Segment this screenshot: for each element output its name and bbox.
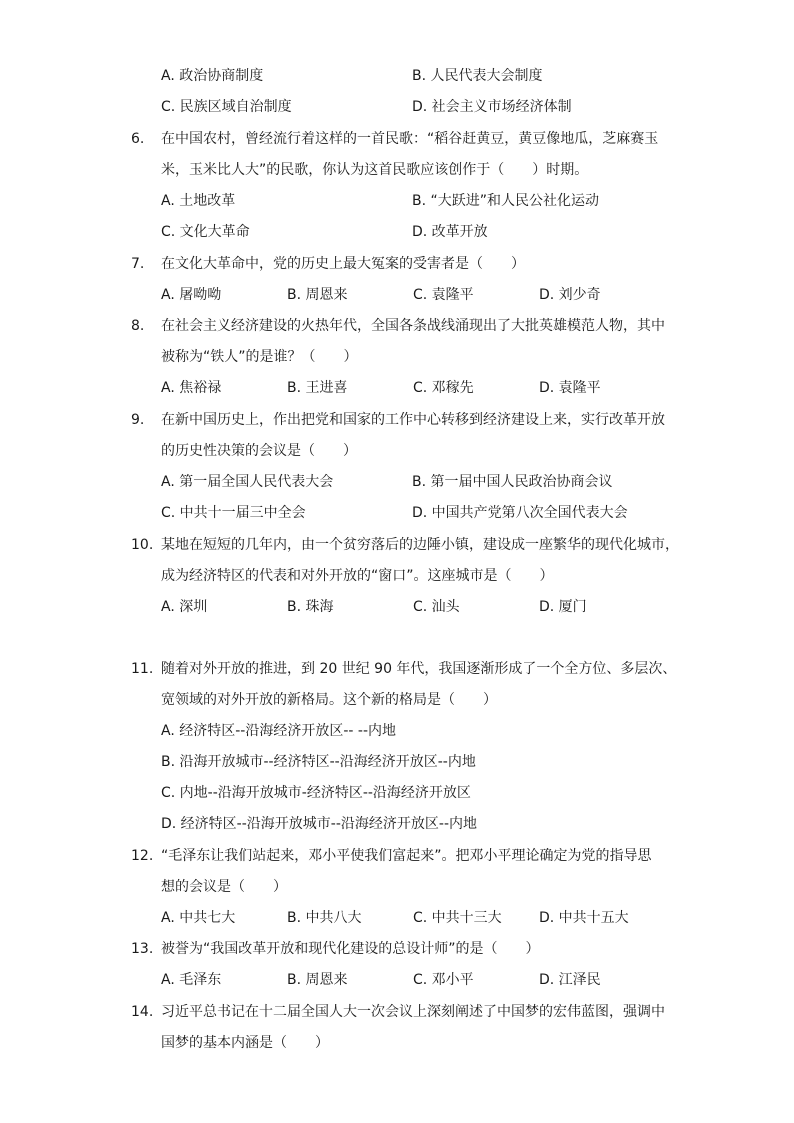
q8-text: 在社会主义经济建设的火热年代，全国各条战线涌现出了大批英雄模范人物，其中 [161,318,665,334]
q13-option-a[interactable]: A. 毛泽东 [161,972,222,988]
q8-option-c[interactable]: C. 邓稼先 [413,380,474,396]
q13-option-c[interactable]: C. 邓小平 [413,972,474,988]
q6-text: 在中国农村，曾经流行着这样的一首民歌：“稻谷赶黄豆，黄豆像地瓜，芝麻赛玉 [161,131,659,147]
q10-option-d[interactable]: D. 厦门 [539,599,587,615]
q6-option-d[interactable]: D. 改革开放 [412,224,488,240]
q11-option-b-row [0,751,794,773]
q12-options-row [0,907,794,929]
q8-options-row [0,377,794,399]
q9-text: 的历史性决策的会议是（ ） [161,443,357,459]
q10-option-a[interactable]: A. 深圳 [161,599,208,615]
q12-text: “毛泽东让我们站起来，邓小平使我们富起来”。把邓小平理论确定为党的指导思 [161,848,652,864]
q12-stem-line-2 [0,876,794,898]
q11-option-c[interactable]: C. 内地--沿海开放城市-经济特区--沿海经济开放区 [161,785,471,801]
q7-text: 在文化大革命中，党的历史上最大冤案的受害者是（ ） [161,256,525,272]
q14-text: 习近平总书记在十二届全国人大一次会议上深刻阐述了中国梦的宏伟蓝图，强调中 [161,1004,665,1020]
q13-options-row [0,969,794,991]
q9-option-c[interactable]: C. 中共十一届三中全会 [161,505,306,521]
q9-stem-line-1 [0,409,794,431]
q6-options-row-2 [0,221,794,243]
q7-option-d[interactable]: D. 刘少奇 [539,287,601,303]
q9-options-row-1 [0,471,794,493]
q14-stem-line-2 [0,1032,794,1054]
q11-stem-line-2 [0,689,794,711]
q12-stem-line-1 [0,845,794,867]
q6-stem-line-1 [0,128,794,150]
q7-number: 7. [131,256,145,272]
q11-stem-line-1 [0,658,794,680]
q11-option-b[interactable]: B. 沿海开放城市--经济特区--沿海经济开放区--内地 [161,754,476,770]
q6-option-b[interactable]: B. “大跃进”和人民公社化运动 [412,193,600,209]
q10-text: 某地在短短的几年内，由一个贫穷落后的边陲小镇，建设成一座繁华的现代化城市， [161,537,679,553]
q7-options-row [0,284,794,306]
q9-option-b[interactable]: B. 第一届中国人民政治协商会议 [412,474,613,490]
q11-option-c-row [0,782,794,804]
q8-option-a[interactable]: A. 焦裕禄 [161,380,222,396]
q6-options-row-1 [0,190,794,212]
q13-option-b[interactable]: B. 周恩来 [287,972,348,988]
q7-option-a[interactable]: A. 屠呦呦 [161,287,222,303]
q6-stem-line-2 [0,159,794,181]
q12-number: 12. [131,848,154,864]
q10-number: 10. [131,537,154,553]
q9-number: 9. [131,412,145,428]
q8-stem-line-1 [0,315,794,337]
q6-number: 6. [131,131,145,147]
q10-stem-line-1 [0,534,794,556]
q5-option-b[interactable]: B. 人民代表大会制度 [412,68,543,84]
q11-option-a-row [0,720,794,742]
q8-stem-line-2 [0,346,794,368]
q10-text: 成为经济特区的代表和对外开放的“窗口”。这座城市是（ ） [161,568,554,584]
q6-option-c[interactable]: C. 文化大革命 [161,224,250,240]
q7-option-c[interactable]: C. 袁隆平 [413,287,474,303]
q8-text: 被称为“铁人”的是谁？（ ） [161,349,358,365]
q5-option-d[interactable]: D. 社会主义市场经济体制 [412,99,572,115]
q9-stem-line-2 [0,440,794,462]
q12-option-c[interactable]: C. 中共十三大 [413,910,502,926]
q9-option-d[interactable]: D. 中国共产党第八次全国代表大会 [412,505,628,521]
q11-option-d[interactable]: D. 经济特区--沿海开放城市--沿海经济开放区--内地 [161,816,477,832]
q14-number: 14. [131,1004,154,1020]
q13-number: 13. [131,941,154,957]
q9-options-row-2 [0,502,794,524]
q14-stem-line-1 [0,1001,794,1023]
q10-option-b[interactable]: B. 珠海 [287,599,334,615]
q5-options-row-1 [0,65,794,87]
q9-option-a[interactable]: A. 第一届全国人民代表大会 [161,474,334,490]
q6-option-a[interactable]: A. 土地改革 [161,193,236,209]
q8-option-b[interactable]: B. 王进喜 [287,380,348,396]
q7-option-b[interactable]: B. 周恩来 [287,287,348,303]
q8-option-d[interactable]: D. 袁隆平 [539,380,601,396]
q14-text: 国梦的基本内涵是（ ） [161,1035,329,1051]
q10-option-c[interactable]: C. 汕头 [413,599,460,615]
q9-text: 在新中国历史上，作出把党和国家的工作中心转移到经济建设上来，实行改革开放 [161,412,665,428]
q13-text: 被誉为“我国改革开放和现代化建设的总设计师”的是（ ） [161,941,540,957]
q12-option-d[interactable]: D. 中共十五大 [539,910,629,926]
q7-stem-line-1 [0,253,794,275]
q12-text: 想的会议是（ ） [161,879,287,895]
q13-stem-line-1 [0,938,794,960]
q5-options-row-2 [0,96,794,118]
q11-option-a[interactable]: A. 经济特区--沿海经济开放区-- --内地 [161,723,396,739]
q12-option-b[interactable]: B. 中共八大 [287,910,362,926]
q5-option-a[interactable]: A. 政治协商制度 [161,68,264,84]
q10-options-row [0,596,794,618]
q6-text: 米，玉米比人大”的民歌，你认为这首民歌应该创作于（ ）时期。 [161,162,589,178]
q8-number: 8. [131,318,145,334]
q13-option-d[interactable]: D. 江泽民 [539,972,601,988]
q12-option-a[interactable]: A. 中共七大 [161,910,236,926]
q11-number: 11. [131,661,154,677]
q11-option-d-row [0,813,794,835]
q11-text: 随着对外开放的推进，到 20 世纪 90 年代，我国逐渐形成了一个全方位、多层次、 [161,661,677,677]
q10-stem-line-2 [0,565,794,587]
q11-text: 宽领域的对外开放的新格局。这个新的格局是（ ） [161,692,497,708]
q5-option-c[interactable]: C. 民族区域自治制度 [161,99,292,115]
